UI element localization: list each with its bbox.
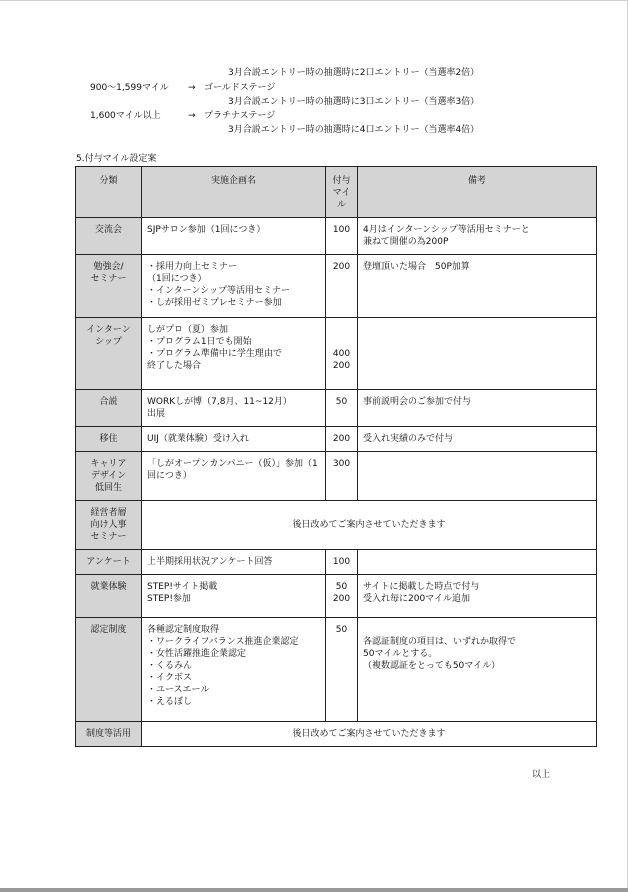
row-notes (358, 550, 597, 575)
program-line: 回につき） (147, 471, 192, 481)
category-line: 合説 (99, 397, 118, 407)
row-program (142, 618, 326, 722)
category-line: 認定制度 (90, 625, 127, 635)
program-line: UIJ（就業体験）受け入れ (147, 434, 249, 444)
row-points (326, 618, 358, 722)
header-category: 分類 (76, 167, 142, 218)
row-category (76, 618, 142, 722)
tier-gold-entry: 3月合説エントリー時の抽選時に3口エントリー（当選率3倍） (228, 97, 480, 107)
table-row (76, 501, 597, 550)
points-value: 100 (332, 557, 351, 567)
tier-platinum-range: 1,600マイル以上 (90, 111, 161, 121)
points-value (331, 324, 352, 336)
notes-line: 4月はインターンシップ等活用セミナーと (363, 225, 530, 235)
tier-silver-entry: 3月合説エントリー時の抽選時に2口エントリー（当選率2倍） (228, 68, 480, 78)
row-points (326, 427, 358, 452)
notes-line: 50マイルとする。 (363, 649, 438, 659)
row-category (76, 255, 142, 318)
row-program (142, 255, 326, 318)
program-line: （1回につき） (147, 274, 207, 284)
program-line: WORKしが博（7,8月、11~12月） (147, 397, 292, 407)
table-header-row (76, 167, 597, 218)
header-points-line: マイ (332, 188, 351, 198)
points-value: 100 (332, 225, 351, 235)
row-category (76, 427, 142, 452)
points-value: 200 (332, 361, 351, 371)
category-line: 低回生 (94, 483, 122, 493)
row-program (142, 390, 326, 427)
program-line: ・イクボス (147, 673, 192, 683)
table-row (76, 390, 597, 427)
row-merged-note: 後日改めてご案内させていただきます (142, 501, 597, 550)
row-points (326, 318, 358, 390)
arrow-icon: → (188, 111, 196, 121)
header-points (326, 167, 358, 218)
table-row (76, 575, 597, 618)
row-category (76, 218, 142, 255)
row-program (142, 218, 326, 255)
category-line: 移住 (99, 434, 118, 444)
row-points (326, 452, 358, 501)
row-notes (358, 618, 597, 722)
row-program (142, 318, 326, 390)
category-line: デザイン (90, 471, 127, 481)
program-line: STEP!参加 (147, 594, 191, 604)
header-program: 実施企画名 (142, 167, 326, 218)
program-line: ・インターンシップ等活用セミナー (147, 286, 291, 296)
program-line: しがプロ（夏）参加 (147, 325, 229, 335)
row-program (142, 427, 326, 452)
points-value: 200 (332, 434, 351, 444)
program-line: 出展 (147, 409, 166, 419)
points-value: 300 (332, 459, 351, 469)
category-line: 交流会 (94, 225, 122, 235)
program-line: 「しがオープンカンパニー（仮）」参加（1 (147, 459, 318, 469)
row-notes (358, 575, 597, 618)
category-line: 就業体験 (90, 582, 127, 592)
notes-line: （複数認証をとっても50マイル） (363, 661, 501, 671)
tier-platinum-entry: 3月合説エントリー時の抽選時に4口エントリー（当選率4倍） (228, 125, 480, 135)
row-points (326, 255, 358, 318)
points-value: 400 (332, 349, 351, 359)
table-row (76, 255, 597, 318)
category-line: 向け人事 (90, 520, 127, 530)
points-value: 50 (335, 582, 348, 592)
table-row (76, 550, 597, 575)
notes-line: 受入れ毎に200マイル追加 (363, 594, 470, 604)
program-line: ・採用力向上セミナー (147, 262, 238, 272)
row-category (76, 722, 142, 747)
row-points (326, 218, 358, 255)
program-line: ・ユースエール (147, 685, 210, 695)
points-value (331, 336, 352, 348)
row-program (142, 452, 326, 501)
row-notes (358, 318, 597, 390)
header-notes: 備考 (358, 167, 597, 218)
row-points (326, 390, 358, 427)
program-line: STEP!サイト掲載 (147, 582, 218, 592)
category-line: 制度等活用 (85, 729, 131, 739)
table-row (76, 318, 597, 390)
row-notes (358, 255, 597, 318)
table-row (76, 427, 597, 452)
page-top-border (0, 0, 628, 1)
row-notes (358, 390, 597, 427)
row-notes (358, 427, 597, 452)
program-line: SJPサロン参加（1回につき） (147, 225, 266, 235)
program-line: ・女性活躍推進企業認定 (147, 649, 247, 659)
category-line: アンケート (86, 557, 131, 567)
section-title: 5.付与マイル設定案 (76, 154, 157, 164)
mile-table (75, 166, 597, 747)
table-row (76, 618, 597, 722)
category-line: インターン (86, 325, 131, 335)
notes-line: 兼ねて開催の為200P (363, 237, 449, 247)
notes-line: 事前説明会のご参加で付与 (363, 397, 472, 407)
row-points (326, 575, 358, 618)
tier-platinum-stage: プラチナステージ (204, 111, 276, 121)
program-line: ・プログラム1日でも開始 (147, 337, 252, 347)
points-value: 50 (335, 625, 348, 635)
table-row (76, 452, 597, 501)
program-line: ・プログラム準備中に学生理由で (147, 349, 282, 359)
row-program (142, 575, 326, 618)
row-category (76, 575, 142, 618)
category-line: キャリア (90, 459, 127, 469)
row-merged-note: 後日改めてご案内させていただきます (142, 722, 597, 747)
program-line: 終了した場合 (147, 361, 202, 371)
notes-line: 受入れ実績のみで付与 (363, 434, 454, 444)
row-notes (358, 452, 597, 501)
points-value: 200 (332, 594, 351, 604)
page-bottom-border (0, 888, 628, 892)
closing-mark: 以上 (532, 770, 551, 780)
row-category (76, 390, 142, 427)
row-category (76, 318, 142, 390)
points-value: 200 (332, 262, 351, 272)
table-row (76, 722, 597, 747)
arrow-icon: → (188, 83, 196, 93)
tier-gold-stage: ゴールドステージ (204, 83, 276, 93)
program-line: ・しが採用ゼミプレセミナー参加 (147, 298, 282, 308)
notes-line: 各認証制度の項目は、いずれか取得で (363, 637, 517, 647)
row-notes (358, 218, 597, 255)
notes-line (363, 624, 591, 636)
program-line: ・くるみん (147, 661, 193, 671)
category-line: シップ (95, 337, 122, 347)
points-value: 50 (335, 397, 348, 407)
row-program (142, 550, 326, 575)
category-line: 経営者層 (90, 508, 127, 518)
tier-gold-range: 900〜1,599マイル (90, 83, 169, 93)
category-line: 勉強会/ (93, 262, 124, 272)
notes-line: サイトに掲載した時点で付与 (363, 582, 480, 592)
notes-line: 登壇頂いた場合 50P加算 (363, 262, 470, 272)
category-line: セミナー (90, 274, 127, 284)
row-points (326, 550, 358, 575)
header-points-line: 付与 (332, 176, 351, 186)
row-category (76, 452, 142, 501)
program-line: 各種認定制度取得 (147, 625, 220, 635)
table-row (76, 218, 597, 255)
program-line: ・えるぼし (147, 697, 193, 707)
row-category (76, 550, 142, 575)
header-points-line: ル (336, 200, 346, 210)
program-line: ・ワークライフバランス推進企業認定 (147, 637, 299, 647)
category-line: セミナー (90, 532, 127, 542)
row-category (76, 501, 142, 550)
program-line: 上半期採用状況アンケート回答 (147, 557, 273, 567)
